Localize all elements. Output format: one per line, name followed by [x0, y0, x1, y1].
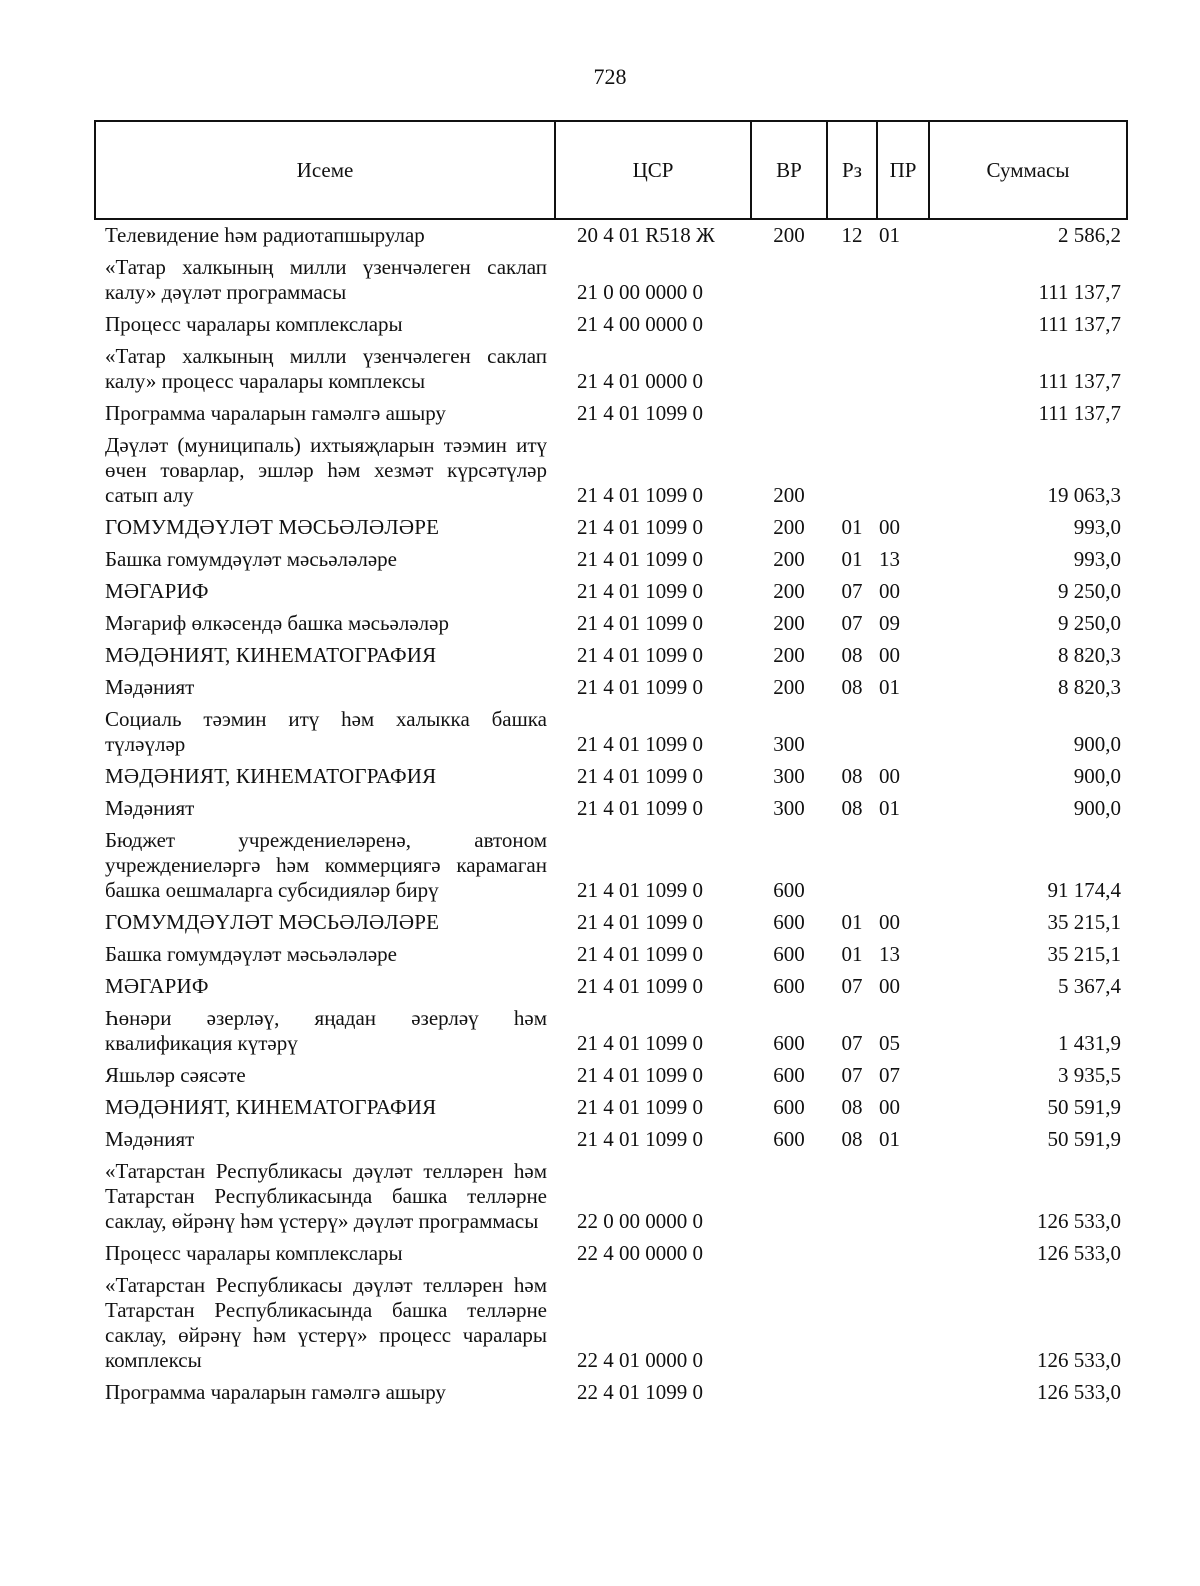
- cell-sum: 126 533,0: [1037, 1209, 1121, 1233]
- cell-csr: 22 4 01 0000 0: [577, 1348, 703, 1372]
- cell-csr: 21 4 01 1099 0: [577, 1127, 703, 1151]
- cell-sum: 126 533,0: [1037, 1380, 1121, 1404]
- cell-rz: [827, 430, 877, 512]
- cell-csr: 21 4 01 1099 0: [577, 547, 703, 571]
- cell-vr: 600: [773, 942, 805, 966]
- cell-sum: 111 137,7: [1038, 280, 1121, 304]
- table-row: [95, 309, 1127, 341]
- cell-name: ГОМУМДӘҮЛӘТ МӘСЬӘЛӘЛӘРЕ: [105, 515, 440, 539]
- header-name: Исеме: [95, 121, 555, 219]
- cell-sum: 993,0: [1073, 515, 1121, 539]
- cell-pr: [877, 430, 929, 512]
- cell-csr: 21 4 01 1099 0: [577, 1095, 703, 1119]
- cell-pr: 00: [879, 579, 900, 603]
- cell-csr: 21 4 01 1099 0: [577, 611, 703, 635]
- table-row: [95, 544, 1127, 576]
- cell-sum: 35 215,1: [1047, 942, 1121, 966]
- table-row: [95, 1124, 1127, 1156]
- table-row: [95, 398, 1127, 430]
- cell-name: «Татарстан Республикасы дәүләт телләрен һәм Татарстан Республикасында башка телләрне саклау, өйрәнү һәм үстерү» дәүләт программасы: [105, 1159, 547, 1233]
- cell-csr: 22 4 00 0000 0: [577, 1241, 703, 1265]
- cell-rz: [827, 1270, 877, 1377]
- cell-sum: 900,0: [1073, 732, 1121, 756]
- cell-pr: 13: [879, 547, 900, 571]
- table-row: [95, 608, 1127, 640]
- cell-csr: 21 4 01 1099 0: [577, 878, 703, 902]
- cell-rz: 07: [841, 579, 863, 603]
- cell-csr: 21 4 01 1099 0: [577, 764, 703, 788]
- cell-rz: 08: [841, 796, 863, 820]
- cell-csr: 21 4 01 1099 0: [577, 974, 703, 998]
- cell-name: Процесс чаралары комплекслары: [105, 312, 403, 336]
- cell-pr: [877, 1270, 929, 1377]
- header-csr: ЦСР: [555, 121, 751, 219]
- cell-vr: 300: [773, 764, 805, 788]
- cell-pr: [877, 341, 929, 398]
- cell-sum: 50 591,9: [1047, 1127, 1121, 1151]
- cell-sum: 993,0: [1073, 547, 1121, 571]
- table-row: [95, 672, 1127, 704]
- cell-sum: 9 250,0: [1058, 579, 1121, 603]
- cell-pr: 00: [879, 643, 900, 667]
- cell-name: МӘГАРИФ: [105, 974, 209, 998]
- table-row: [95, 1270, 1127, 1377]
- cell-csr: 21 4 01 1099 0: [577, 579, 703, 603]
- cell-pr: 00: [879, 974, 900, 998]
- cell-name: МӘГАРИФ: [105, 579, 209, 603]
- cell-rz: 07: [841, 1063, 863, 1087]
- cell-sum: 111 137,7: [1038, 401, 1121, 425]
- cell-name: Башка гомумдәүләт мәсьәләләре: [105, 547, 397, 571]
- cell-name: Башка гомумдәүләт мәсьәләләре: [105, 942, 397, 966]
- cell-vr: [751, 398, 827, 430]
- cell-rz: [827, 1156, 877, 1238]
- table-row: [95, 640, 1127, 672]
- cell-name: Мәдәният: [105, 796, 195, 820]
- table-row: [95, 825, 1127, 907]
- cell-vr: 600: [773, 878, 805, 902]
- cell-pr: [877, 398, 929, 430]
- cell-rz: [827, 398, 877, 430]
- table-row: [95, 971, 1127, 1003]
- cell-pr: [877, 704, 929, 761]
- cell-sum: 9 250,0: [1058, 611, 1121, 635]
- cell-name: Һөнәри әзерләү, яңадан әзерләү һәм квалификация күтәрү: [105, 1006, 547, 1055]
- header-pr: ПР: [877, 121, 929, 219]
- table-body: [95, 219, 1127, 1409]
- cell-csr: 21 4 01 1099 0: [577, 1031, 703, 1055]
- cell-pr: 01: [879, 796, 900, 820]
- header-sum: Суммасы: [929, 121, 1127, 219]
- cell-vr: [751, 309, 827, 341]
- header-vr: ВР: [751, 121, 827, 219]
- cell-rz: [827, 1377, 877, 1409]
- cell-name: «Татар халкының милли үзенчәлеген саклап калу» дәүләт программасы: [105, 255, 547, 304]
- table-row: [95, 576, 1127, 608]
- cell-pr: 00: [879, 1095, 900, 1119]
- cell-rz: [827, 1238, 877, 1270]
- page-number: 728: [593, 64, 627, 89]
- cell-csr: 21 4 01 0000 0: [577, 369, 703, 393]
- cell-pr: [877, 252, 929, 309]
- cell-rz: [827, 341, 877, 398]
- cell-vr: 600: [773, 1127, 805, 1151]
- table-header: [95, 121, 1127, 219]
- cell-name: Программа чараларын гамәлгә ашыру: [105, 401, 446, 425]
- cell-sum: 900,0: [1073, 764, 1121, 788]
- cell-rz: [827, 825, 877, 907]
- cell-sum: 900,0: [1073, 796, 1121, 820]
- header-rz: Рз: [827, 121, 877, 219]
- cell-rz: 07: [841, 611, 863, 635]
- cell-vr: 200: [773, 675, 805, 699]
- cell-rz: 08: [841, 764, 863, 788]
- cell-vr: 600: [773, 910, 805, 934]
- cell-sum: 1 431,9: [1058, 1031, 1121, 1055]
- table-row: [95, 1156, 1127, 1238]
- cell-pr: 00: [879, 910, 900, 934]
- cell-sum: 111 137,7: [1038, 312, 1121, 336]
- cell-rz: [827, 704, 877, 761]
- cell-name: МӘДӘНИЯТ, КИНЕМАТОГРАФИЯ: [105, 643, 437, 667]
- table-row: [95, 512, 1127, 544]
- table-row: [95, 341, 1127, 398]
- cell-name: Социаль тәэмин итү һәм халыкка башка түләүләр: [105, 707, 547, 756]
- budget-table: [94, 120, 1128, 1409]
- cell-name: «Татарстан Республикасы дәүләт телләрен һәм Татарстан Республикасында башка телләрне саклау, өйрәнү һәм үстерү» процесс чаралары комплексы: [105, 1273, 547, 1372]
- cell-csr: 21 4 01 1099 0: [577, 1063, 703, 1087]
- cell-pr: 00: [879, 764, 900, 788]
- cell-vr: 200: [773, 643, 805, 667]
- cell-vr: 200: [773, 223, 805, 247]
- cell-rz: 07: [841, 974, 863, 998]
- cell-vr: [751, 1377, 827, 1409]
- cell-rz: [827, 309, 877, 341]
- cell-name: Программа чараларын гамәлгә ашыру: [105, 1380, 446, 1404]
- cell-vr: 200: [773, 483, 805, 507]
- cell-name: Телевидение һәм радиотапшырулар: [105, 223, 425, 247]
- cell-name: Яшьләр сәясәте: [105, 1063, 246, 1087]
- cell-name: Бюджет учреждениеләренә, автоном учреждениеләргә һәм коммерциягә карамаган башка оешмаларга субсидияләр бирү: [105, 828, 547, 902]
- cell-pr: 07: [879, 1063, 900, 1087]
- cell-name: Процесс чаралары комплекслары: [105, 1241, 403, 1265]
- cell-pr: 13: [879, 942, 900, 966]
- cell-name: «Татар халкының милли үзенчәлеген саклап калу» процесс чаралары комплексы: [105, 344, 547, 393]
- cell-sum: 5 367,4: [1058, 974, 1121, 998]
- cell-vr: [751, 341, 827, 398]
- cell-sum: 91 174,4: [1047, 878, 1121, 902]
- cell-vr: 600: [773, 974, 805, 998]
- cell-vr: 600: [773, 1063, 805, 1087]
- cell-rz: 08: [841, 643, 863, 667]
- cell-csr: 21 4 01 1099 0: [577, 675, 703, 699]
- cell-vr: 600: [773, 1095, 805, 1119]
- cell-sum: 126 533,0: [1037, 1241, 1121, 1265]
- cell-vr: 600: [773, 1031, 805, 1055]
- table-row: [95, 1092, 1127, 1124]
- cell-vr: 200: [773, 547, 805, 571]
- cell-csr: 21 4 01 1099 0: [577, 483, 703, 507]
- cell-rz: 01: [841, 942, 863, 966]
- cell-vr: 200: [773, 611, 805, 635]
- cell-csr: 21 4 01 1099 0: [577, 796, 703, 820]
- cell-csr: 21 4 01 1099 0: [577, 401, 703, 425]
- cell-rz: 01: [841, 515, 863, 539]
- cell-csr: 21 4 01 1099 0: [577, 732, 703, 756]
- cell-pr: 00: [879, 515, 900, 539]
- cell-sum: 35 215,1: [1047, 910, 1121, 934]
- table-row: [95, 1238, 1127, 1270]
- cell-pr: 01: [879, 1127, 900, 1151]
- cell-name: МӘДӘНИЯТ, КИНЕМАТОГРАФИЯ: [105, 1095, 437, 1119]
- cell-sum: 50 591,9: [1047, 1095, 1121, 1119]
- table-row: [95, 430, 1127, 512]
- cell-pr: [877, 1238, 929, 1270]
- cell-sum: 126 533,0: [1037, 1348, 1121, 1372]
- cell-vr: 300: [773, 732, 805, 756]
- cell-rz: 01: [841, 910, 863, 934]
- cell-vr: [751, 1238, 827, 1270]
- cell-rz: 08: [841, 1127, 863, 1151]
- cell-sum: 8 820,3: [1058, 643, 1121, 667]
- table-row: [95, 793, 1127, 825]
- cell-rz: 08: [841, 675, 863, 699]
- cell-sum: 19 063,3: [1047, 483, 1121, 507]
- cell-pr: [877, 1156, 929, 1238]
- cell-vr: 200: [773, 515, 805, 539]
- cell-name: Дәүләт (муниципаль) ихтыяҗларын тәэмин итү өчен товарлар, эшләр һәм хезмәт күрсәтүләр сатып алу: [105, 433, 547, 507]
- cell-sum: 8 820,3: [1058, 675, 1121, 699]
- table-row: [95, 1377, 1127, 1409]
- cell-vr: [751, 252, 827, 309]
- cell-rz: 08: [841, 1095, 863, 1119]
- cell-pr: [877, 309, 929, 341]
- cell-name: Мәдәният: [105, 675, 195, 699]
- cell-csr: 21 4 00 0000 0: [577, 312, 703, 336]
- cell-csr: 21 4 01 1099 0: [577, 942, 703, 966]
- cell-vr: [751, 1270, 827, 1377]
- cell-vr: [751, 1156, 827, 1238]
- cell-pr: [877, 825, 929, 907]
- cell-csr: 22 0 00 0000 0: [577, 1209, 703, 1233]
- cell-rz: 07: [841, 1031, 863, 1055]
- cell-vr: 200: [773, 579, 805, 603]
- table-row: [95, 704, 1127, 761]
- cell-csr: 22 4 01 1099 0: [577, 1380, 703, 1404]
- cell-csr: 21 4 01 1099 0: [577, 515, 703, 539]
- table-row: [95, 219, 1127, 252]
- table-row: [95, 1060, 1127, 1092]
- cell-pr: 01: [879, 223, 900, 247]
- table-row: [95, 761, 1127, 793]
- cell-name: Мәгариф өлкәсендә башка мәсьәләләр: [105, 611, 449, 635]
- cell-csr: 21 0 00 0000 0: [577, 280, 703, 304]
- cell-vr: 300: [773, 796, 805, 820]
- cell-pr: 01: [879, 675, 900, 699]
- cell-pr: 09: [879, 611, 900, 635]
- cell-rz: 01: [841, 547, 863, 571]
- cell-csr: 21 4 01 1099 0: [577, 910, 703, 934]
- cell-name: МӘДӘНИЯТ, КИНЕМАТОГРАФИЯ: [105, 764, 437, 788]
- cell-csr: 21 4 01 1099 0: [577, 643, 703, 667]
- table-row: [95, 939, 1127, 971]
- cell-pr: [877, 1377, 929, 1409]
- cell-csr: 20 4 01 R518 Ж: [577, 223, 715, 247]
- cell-pr: 05: [879, 1031, 900, 1055]
- cell-name: Мәдәният: [105, 1127, 195, 1151]
- cell-sum: 3 935,5: [1058, 1063, 1121, 1087]
- table-row: [95, 1003, 1127, 1060]
- table-row: [95, 252, 1127, 309]
- cell-sum: 111 137,7: [1038, 369, 1121, 393]
- cell-sum: 2 586,2: [1058, 223, 1121, 247]
- cell-rz: [827, 252, 877, 309]
- table-row: [95, 907, 1127, 939]
- cell-name: ГОМУМДӘҮЛӘТ МӘСЬӘЛӘЛӘРЕ: [105, 910, 440, 934]
- cell-rz: 12: [841, 223, 863, 247]
